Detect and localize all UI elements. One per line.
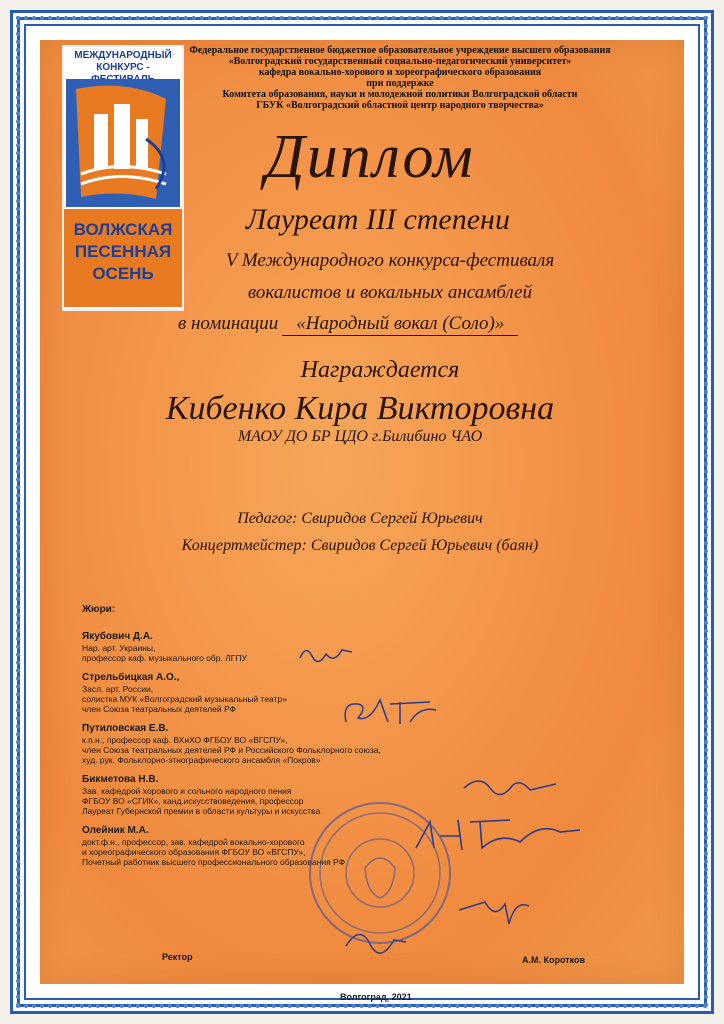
jury-member-line: Лауреат Губернской премии в области культуры и искусства xyxy=(82,806,321,816)
rector-name: А.М. Коротков xyxy=(522,955,586,965)
jury-member-line: Засл. арт. России, xyxy=(82,684,154,694)
jury-member-line: член Союза театральных деятелей РФ и Российского Фольклорного союза, xyxy=(82,745,381,755)
laureate-degree: Лауреат III степени xyxy=(246,203,510,236)
jury-member-name: Якубович Д.А. xyxy=(82,631,153,642)
awarded-label: Награждается xyxy=(300,357,460,383)
jury-member-name: Олейник М.А. xyxy=(82,825,149,836)
recipient-organization: МАОУ ДО БР ЦДО г.Билибино ЧАО xyxy=(237,428,483,445)
header-line-5: Комитета образования, науки и молодежной политики Волгоградской области xyxy=(222,89,578,100)
nomination-value: «Народный вокал (Соло)» xyxy=(282,313,518,336)
jury-member-line: худ. рук. Фольклорно-этнографического ансамбля «Покров» xyxy=(82,755,321,765)
logo-bottom-line1: ВОЛЖСКАЯ xyxy=(73,220,173,239)
logo-bottom-line3: ОСЕНЬ xyxy=(92,264,154,283)
signature-strelbitskaya xyxy=(340,692,450,732)
logo-emblem-icon xyxy=(66,79,180,207)
organizer-header xyxy=(180,45,620,111)
jury-member-line: и хореографического образования ФГБОУ ВО «ВГСПУ», xyxy=(82,847,306,857)
official-stamp-icon xyxy=(305,798,455,948)
jury-title: Жюри: xyxy=(82,604,116,615)
nomination xyxy=(178,313,598,336)
jury-member-name: Бикметова Н.В. xyxy=(82,774,159,785)
jury-member-line: ФГБОУ ВО «СГИК», канд.искусствоведения, профессор xyxy=(82,796,304,806)
jury-member-line: докт.ф.н., профессор, зав. кафедрой вокально-хорового xyxy=(82,837,305,847)
jury-member-line: Нар. арт. Украины, xyxy=(82,643,156,653)
accompanist: Концертмейстер: Свиридов Сергей Юрьевич (баян) xyxy=(181,537,539,554)
festival-logo xyxy=(62,45,184,311)
teacher: Педагог: Свиридов Сергей Юрьевич xyxy=(237,510,483,527)
logo-bottom-line2: ПЕСЕННАЯ xyxy=(74,242,172,261)
city-year: Волгоград, 2021 xyxy=(340,992,412,1002)
logo-bottom-text xyxy=(64,209,182,307)
header-line-1: Федеральное государственное бюджетное образовательное учреждение высшего образования xyxy=(189,45,611,56)
contest-line-2: вокалистов и вокальных ансамблей xyxy=(247,282,533,303)
jury-member-line: солистка МУК «Волгоградский музыкальный театр» xyxy=(82,694,287,704)
header-line-4: при поддержке xyxy=(366,78,434,89)
jury-member-name: Стрельбицкая А.О., xyxy=(82,672,180,683)
contest-line-1: V Международного конкурса-фестиваля xyxy=(225,250,555,271)
logo-top-line1: МЕЖДУНАРОДНЫЙ xyxy=(74,50,172,61)
jury-member-line: к.п.н., профессор каф. ВХиХО ФГБОУ ВО «ВГСПУ», xyxy=(82,735,288,745)
jury-member-name: Путиловская Е.В. xyxy=(82,723,169,734)
jury-member-line: профессор каф. музыкального обр. ЛГПУ xyxy=(82,653,247,663)
signature-putilovskaya xyxy=(460,768,560,808)
recipient-name: Кибенко Кира Викторовна xyxy=(165,390,555,427)
logo-top-line2: КОНКУРС - xyxy=(96,62,150,73)
logo-top-text xyxy=(64,47,182,77)
jury-member-line: член Союза театральных деятелей РФ xyxy=(82,704,236,714)
diploma-title: Диплом xyxy=(265,123,475,191)
signature-oleynik xyxy=(455,890,535,930)
jury-member-line: Почетный работник высшего профессионального образования РФ xyxy=(82,857,346,867)
header-line-6: ГБУК «Волгоградский областной центр народного творчества» xyxy=(256,100,544,111)
header-line-2: «Волгоградский государственный социально-педагогический университет» xyxy=(228,56,572,67)
signature-yakubovich xyxy=(296,640,356,670)
jury-member-line: Зав. кафедрой хорового и сольного народного пения xyxy=(82,786,292,796)
header-line-3: кафедра вокально-хорового и хореографического образования xyxy=(258,67,542,78)
nomination-prefix: в номинации xyxy=(178,313,279,334)
jury-member xyxy=(82,631,462,663)
rector-label: Ректор xyxy=(162,952,193,962)
